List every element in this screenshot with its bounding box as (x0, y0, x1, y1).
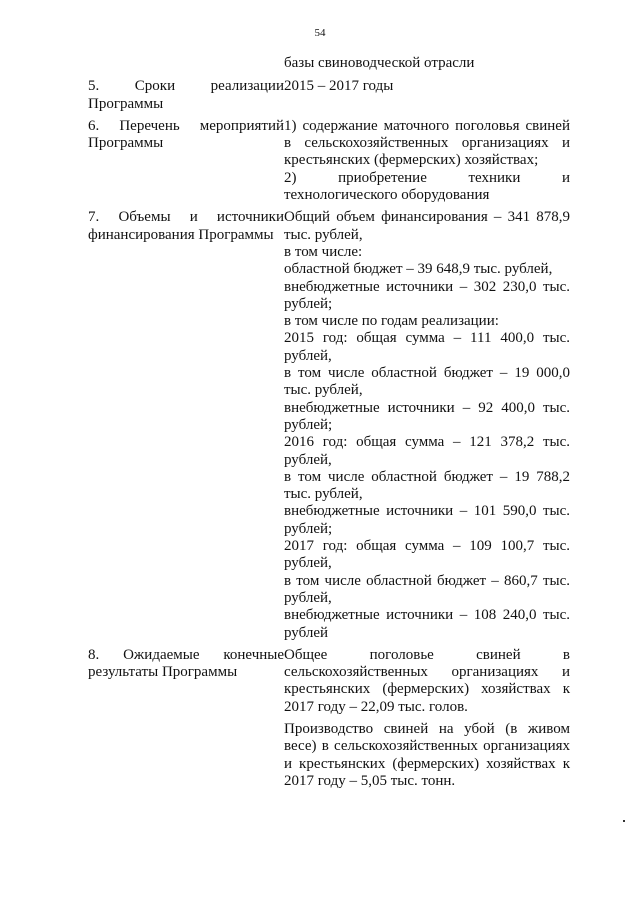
content-paragraph: в том числе областной бюджет – 19 000,0 тыс. рублей, (284, 365, 570, 399)
intro-row (88, 55, 570, 72)
content-paragraph: в том числе по годам реализации: (284, 313, 499, 330)
content-paragraph: в том числе: (284, 243, 363, 260)
row-activities (88, 118, 570, 204)
content-paragraph: в том числе областной бюджет – 19 788,2 тыс. рублей, (284, 468, 570, 503)
page-number: 54 (314, 27, 326, 39)
intro-line: базы свиноводческой отрасли (284, 55, 475, 71)
content-paragraph: Производство свиней на убой (в живом весе) в сельскохозяйственных организациях и крестьянских (фермерских) хозяйствах к 2017 году – 5,05 тыс. тонн. (284, 720, 570, 789)
content-paragraph: областной бюджет – 39 648,9 тыс. рублей, (284, 261, 553, 278)
content-paragraph: в том числе областной бюджет – 860,7 тыс. рублей, (284, 572, 570, 606)
row-content (284, 209, 570, 641)
row-label: 7. Объемы и источники финансирования Программы (88, 209, 284, 243)
scan-speck (623, 820, 625, 822)
content-paragraph: 2015 год: общая сумма – 111 400,0 тыс. рублей, (284, 330, 570, 364)
row-implementation-period (88, 78, 570, 113)
content-paragraph: 2015 – 2017 годы (284, 78, 394, 95)
content-paragraph: 2) приобретение техники и технологического оборудования (284, 169, 570, 204)
content-paragraph: внебюджетные источники – 302 230,0 тыс. рублей; (284, 278, 570, 312)
content-paragraph: внебюджетные источники – 101 590,0 тыс. рублей; (284, 503, 570, 537)
row-label (88, 55, 284, 72)
content-paragraph: внебюджетные источники – 108 240,0 тыс. рублей (284, 607, 570, 641)
content-paragraph: Общее поголовье свиней в сельскохозяйственных организациях и крестьянских (фермерских) хозяйствах к 2017 году – 22,09 тыс. голов. (284, 646, 570, 715)
row-content (284, 647, 570, 790)
content-paragraph: 2016 год: общая сумма – 121 378,2 тыс. рублей, (284, 434, 570, 468)
row-content (284, 78, 570, 113)
row-label: 8. Ожидаемые конечные результаты Программы (88, 646, 284, 681)
content-paragraph: Общий объем финансирования – 341 878,9 тыс. рублей, (284, 209, 570, 243)
row-financing (88, 209, 570, 641)
row-label: 6. Перечень мероприятий Программы (88, 117, 284, 152)
content-paragraph: внебюджетные источники – 92 400,0 тыс. рублей; (284, 399, 570, 433)
row-content (284, 118, 570, 204)
content-paragraph: 2017 год: общая сумма – 109 100,7 тыс. рублей, (284, 538, 570, 572)
row-label: 5. Сроки реализации Программы (88, 78, 284, 112)
row-expected-results (88, 647, 570, 790)
row-content (284, 55, 570, 72)
content-paragraph: 1) содержание маточного поголовья свиней в сельскохозяйственных организациях и крестьянских (фермерских) хозяйствах; (284, 117, 570, 169)
passport-table (88, 55, 570, 790)
